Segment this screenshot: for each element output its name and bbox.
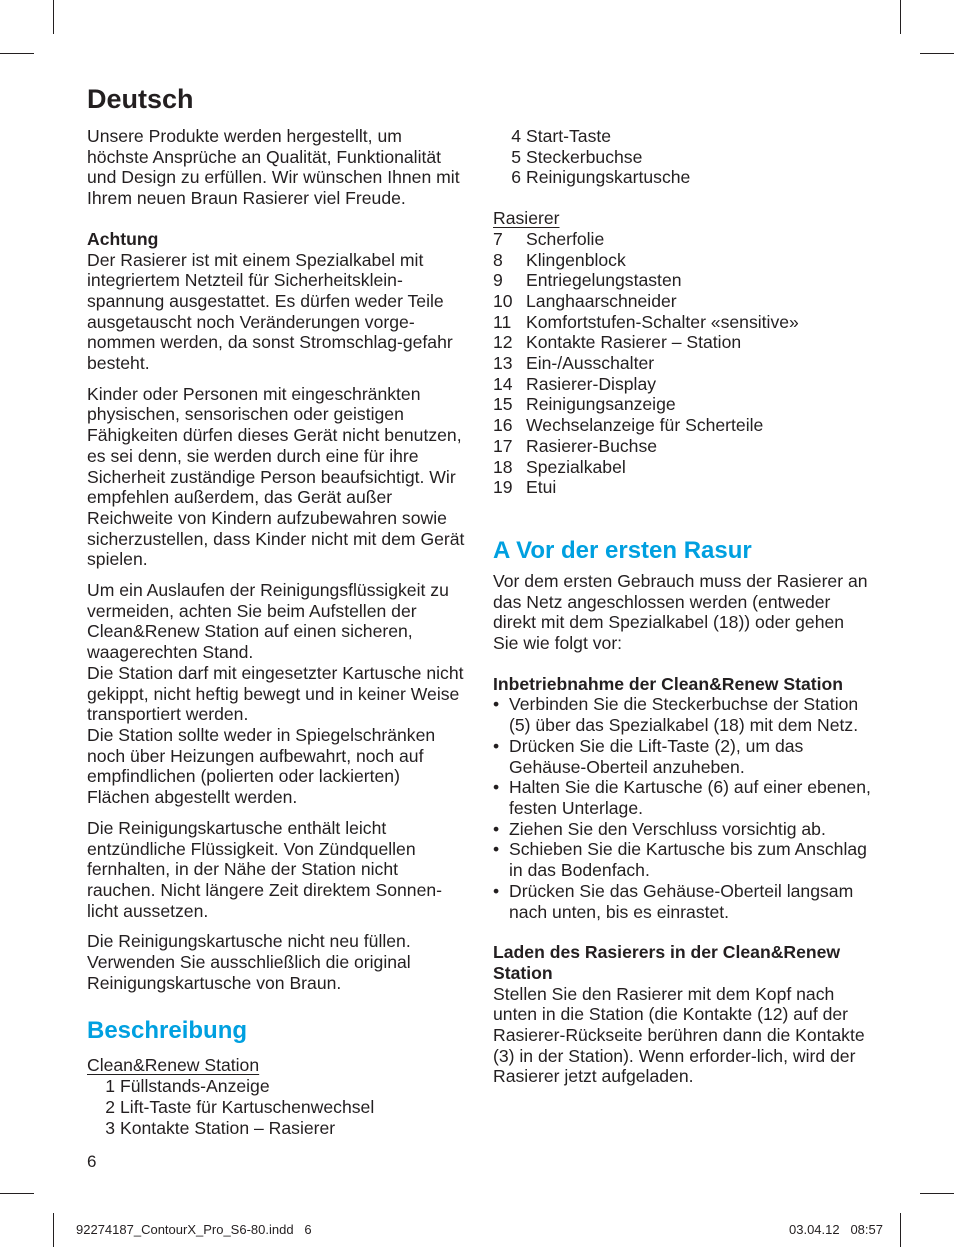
list-item	[493, 147, 873, 168]
station-parts-list-continued	[493, 126, 873, 188]
charge-title: Laden des Rasierers in der Clean&Renew Station	[493, 942, 841, 983]
list-item	[493, 394, 873, 415]
cartridge-refill-paragraph: Die Reinigungskartusche nicht neu füllen. Verwenden Sie ausschließlich die original Reinigungskartusche von Braun.	[87, 931, 411, 993]
item-number: 19	[493, 477, 513, 498]
bullet-icon: •	[493, 880, 500, 901]
warning-title: Achtung	[87, 228, 159, 249]
left-column	[87, 126, 467, 1138]
crop-mark	[900, 1213, 901, 1247]
warning-paragraph: Der Rasierer ist mit einem Spezialkabel mit integriertem Netzteil für Sicherheitsklein-spannung ausgestattet. Es dürfen weder Teile ausgetauscht noch Veränderungen vorge-nommen werden, da sonst Stromschlag-gefahr besteht.	[87, 249, 453, 374]
station-safety-paragraph: Um ein Auslaufen der Reinigungsflüssigkeit zu vermeiden, achten Sie beim Aufstellen der Clean&Renew Station auf einen sicheren, waagerechten Stand.	[87, 580, 449, 663]
list-item	[493, 415, 873, 436]
item-label: Entriegelungstasten	[526, 270, 682, 291]
item-label: Reinigungsanzeige	[526, 394, 676, 415]
list-item	[493, 312, 873, 333]
station-parts-label: Clean&Renew Station	[87, 1055, 260, 1076]
list-item	[493, 477, 873, 498]
setup-step	[493, 777, 873, 818]
setup-title: Inbetriebnahme der Clean&Renew Station	[493, 673, 843, 694]
list-item	[493, 436, 873, 457]
crop-mark	[900, 0, 901, 34]
item-label: Spezialkabel	[526, 456, 626, 477]
item-number: 11	[493, 311, 512, 332]
list-item	[493, 291, 873, 312]
footer-date-info: 03.04.12 08:57	[789, 1222, 883, 1237]
item-label: Rasierer-Display	[526, 373, 657, 394]
setup-steps-list	[493, 694, 873, 922]
item-number: 14	[493, 373, 513, 394]
item-number: 17	[493, 435, 513, 456]
item-number: 5	[511, 146, 521, 167]
item-number: 13	[493, 353, 513, 374]
item-number: 8	[493, 249, 503, 270]
setup-step-text: Verbinden Sie die Steckerbuchse der Station (5) über das Spezialkabel (18) mit dem Netz.	[509, 694, 859, 736]
section-a-heading: A Vor der ersten Rasur	[493, 536, 752, 564]
bullet-icon: •	[493, 694, 500, 715]
setup-step	[493, 694, 873, 735]
page-title: Deutsch	[87, 84, 194, 114]
item-number: 9	[493, 270, 503, 291]
item-label: Wechselanzeige für Scherteile	[526, 415, 764, 436]
item-label: Langhaarschneider	[526, 290, 677, 311]
item-number: 15	[493, 394, 513, 415]
item-number: 16	[493, 415, 513, 436]
list-item	[493, 229, 873, 250]
setup-step	[493, 819, 873, 840]
setup-step-text: Drücken Sie die Lift-Taste (2), um das Gehäuse-Oberteil anzuheben.	[509, 735, 804, 777]
item-number: 6	[511, 167, 521, 188]
bullet-icon: •	[493, 818, 500, 839]
item-label: Start-Taste	[526, 126, 612, 146]
list-item	[493, 126, 873, 147]
right-column	[493, 126, 873, 1087]
intro-paragraph: Unsere Produkte werden hergestellt, um höchste Ansprüche an Qualität, Funktionalität und Design zu erfüllen. Wir wünschen Ihnen mit Ihrem neuen Braun Rasierer viel Freude.	[87, 126, 460, 209]
item-number: 7	[493, 228, 503, 249]
section-a-intro: Vor dem ersten Gebrauch muss der Rasierer an das Netz angeschlossen werden (entweder direkt mit dem Spezialkabel (18)) oder gehen Sie wie folgt vor:	[493, 570, 868, 654]
children-paragraph: Kinder oder Personen mit eingeschränkten physischen, sensorischen oder geistigen Fähigkeiten dürfen dieses Gerät nicht benutzen, es sei denn, sie werden durch eine für ihre Sicherheit zuständige Person beaufsichtigt. Wir empfehlen außerdem, das Gerät außer Reichweite von Kindern aufzubewahren sowie sicherzustellen, dass Kinder nicht mit dem Gerät spielen.	[87, 383, 465, 570]
setup-step-text: Schieben Sie die Kartusche bis zum Anschlag in das Bodenfach.	[509, 839, 867, 881]
bullet-icon: •	[493, 735, 500, 756]
item-label: Steckerbuchse	[526, 146, 643, 167]
item-label: Lift-Taste für Kartuschenwechsel	[120, 1096, 375, 1117]
crop-mark	[53, 1213, 54, 1247]
item-number: 4	[511, 126, 521, 146]
item-number: 18	[493, 456, 513, 477]
bullet-icon: •	[493, 839, 500, 860]
item-label: Ein-/Ausschalter	[526, 353, 655, 374]
crop-mark	[53, 0, 54, 34]
crop-mark	[0, 53, 34, 54]
bullet-icon: •	[493, 777, 500, 798]
setup-step	[493, 736, 873, 777]
item-label: Klingenblock	[526, 249, 626, 270]
setup-step	[493, 839, 873, 880]
item-label: Komfortstufen-Schalter «sensitive»	[526, 311, 799, 332]
footer-file-info: 92274187_ContourX_Pro_S6-80.indd 6	[76, 1222, 312, 1237]
item-label: Rasierer-Buchse	[526, 435, 658, 456]
item-number: 10	[493, 290, 513, 311]
item-label: Kontakte Station – Rasierer	[120, 1117, 336, 1138]
item-number: 2	[105, 1096, 115, 1117]
list-item	[493, 250, 873, 271]
description-heading: Beschreibung	[87, 1017, 248, 1045]
crop-mark	[920, 53, 954, 54]
setup-step-text: Halten Sie die Kartusche (6) auf einer ebenen, festen Unterlage.	[509, 777, 871, 818]
setup-step-text: Drücken Sie das Gehäuse-Oberteil langsam nach unten, bis es einrastet.	[509, 880, 854, 922]
item-label: Scherfolie	[526, 228, 605, 249]
item-number: 12	[493, 332, 513, 353]
crop-mark	[0, 1193, 34, 1194]
crop-mark	[920, 1193, 954, 1194]
page-number: 6	[87, 1152, 97, 1171]
list-item	[493, 167, 873, 188]
station-safety-paragraph: Die Station darf mit eingesetzter Kartusche nicht gekippt, nicht heftig bewegt und in keiner Weise transportiert werden.	[87, 662, 464, 725]
item-label: Reinigungskartusche	[526, 167, 691, 188]
item-label: Etui	[526, 477, 557, 498]
cartridge-warning-paragraph: Die Reinigungskartusche enthält leicht entzündliche Flüssigkeit. Von Zündquellen fernhalten, in der Nähe der Station nicht rauchen. Nicht längere Zeit direktem Sonnen-licht aussetzen.	[87, 817, 442, 921]
item-number: 1	[105, 1076, 115, 1097]
item-label: Kontakte Rasierer – Station	[526, 332, 742, 353]
setup-step	[493, 881, 873, 922]
station-parts-list	[87, 1076, 467, 1138]
shaver-parts-list	[493, 229, 873, 498]
list-item	[493, 374, 873, 395]
shaver-parts-label: Rasierer	[493, 208, 560, 229]
list-item	[493, 270, 873, 291]
item-label: Füllstands-Anzeige	[120, 1076, 270, 1097]
list-item	[493, 457, 873, 478]
list-item	[493, 353, 873, 374]
list-item	[87, 1118, 467, 1139]
station-safety-paragraph: Die Station sollte weder in Spiegelschränken noch über Heizungen aufbewahrt, noch auf empfindlichen (polierten oder lackierten) Flächen abgestellt werden.	[87, 724, 436, 808]
setup-step-text: Ziehen Sie den Verschluss vorsichtig ab.	[509, 818, 826, 839]
list-item	[87, 1076, 467, 1097]
list-item	[493, 332, 873, 353]
list-item	[87, 1097, 467, 1118]
item-number: 3	[105, 1117, 115, 1138]
charge-paragraph: Stellen Sie den Rasierer mit dem Kopf nach unten in die Station (die Kontakte (12) auf der Rasierer-Rückseite berühren dann die Kontakte (3) in der Station). Wenn erforder-lich, wird der Rasierer jetzt aufgeladen.	[493, 983, 865, 1087]
